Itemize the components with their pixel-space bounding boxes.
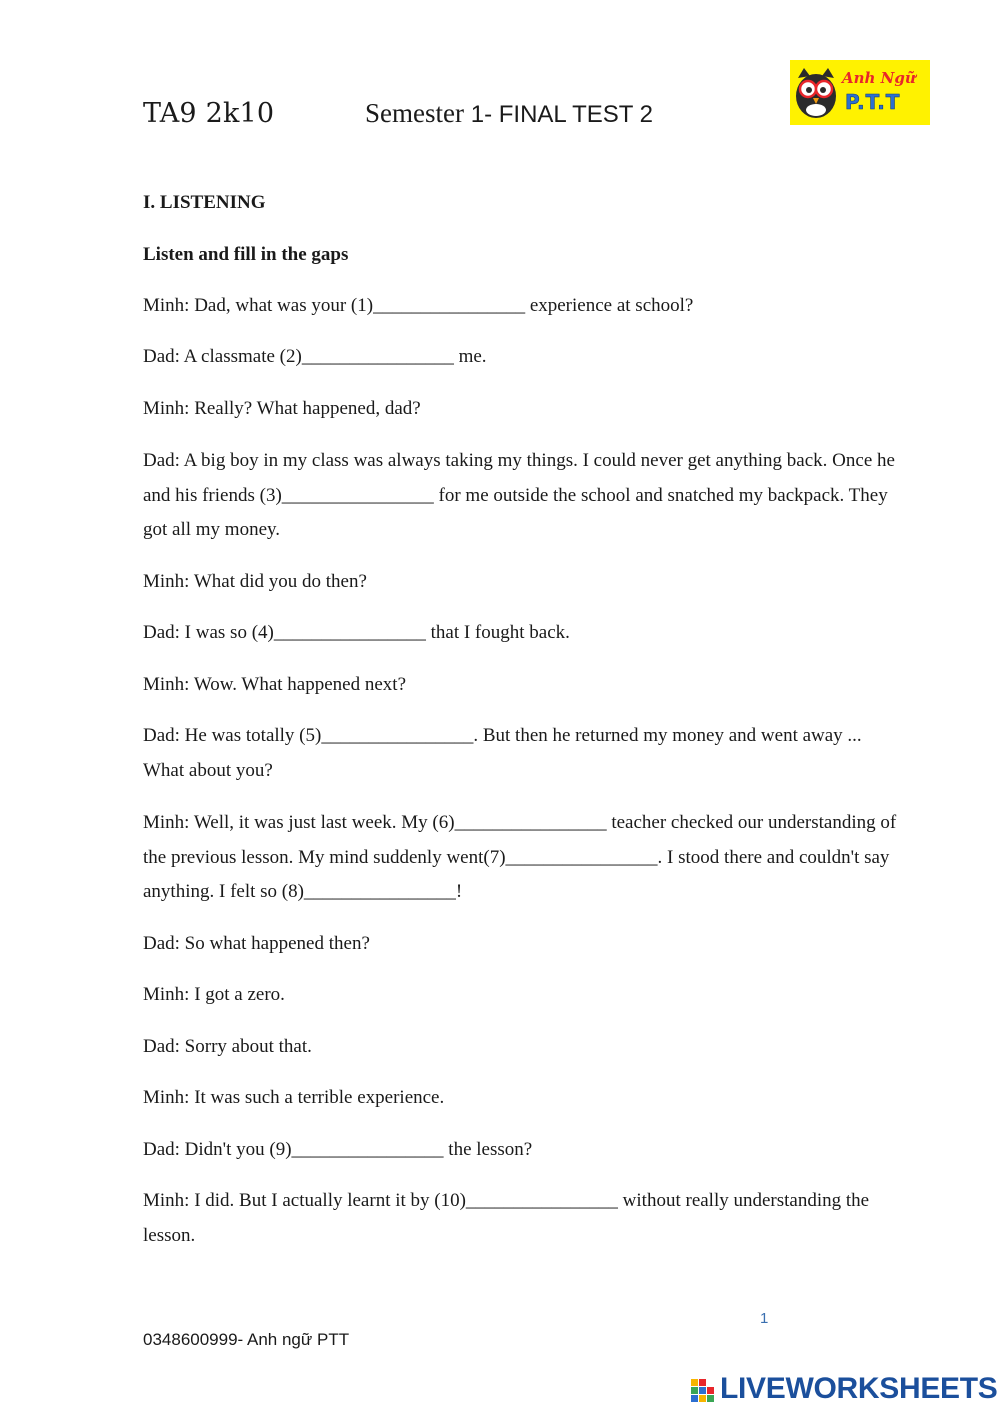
section-heading: I. LISTENING (143, 192, 266, 213)
dialogue-line-12: Dad: Sorry about that. (143, 1036, 312, 1057)
page-number: 1 (760, 1310, 769, 1327)
dialogue-line-15: Minh: I did. But I actually learnt it by (10)________________ without really understanding the lesson. (143, 1190, 870, 1246)
semester-label: Semester (365, 98, 471, 128)
liveworksheets-icon (690, 1378, 716, 1404)
ptt-logo (790, 60, 930, 125)
dialogue-line-4: Dad: A big boy in my class was always taking my things. I could never get anything back. Once he and his friends (3)________________ for me outside the school and snatched my backpack. They got all my money. (143, 450, 895, 540)
liveworksheets-watermark (690, 1372, 998, 1408)
dialogue-line-11: Minh: I got a zero. (143, 984, 285, 1005)
dialogue-line-9: Minh: Well, it was just last week. My (6)________________ teacher checked our understanding of the previous lesson. My mind suddenly went(7)________________. I stood there and couldn't say anything. I felt so (8)________________! (143, 812, 897, 902)
dialogue-line-3: Minh: Really? What happened, dad? (143, 398, 421, 419)
dialogue-line-10: Dad: So what happened then? (143, 933, 370, 954)
footer-contact: 0348600999- Anh ngữ PTT (143, 1330, 350, 1349)
dialogue-line-7: Minh: Wow. What happened next? (143, 674, 407, 695)
logo-text-top: Anh Ngữ (842, 69, 916, 87)
page-header (143, 98, 783, 138)
dialogue-line-14: Dad: Didn't you (9)________________ the lesson? (143, 1139, 533, 1160)
dialogue-line-5: Minh: What did you do then? (143, 571, 367, 592)
dialogue-line-8: Dad: He was totally (5)________________. But then he returned my money and went away ... What about you? (143, 725, 862, 781)
final-test-label: 1- FINAL TEST 2 (470, 101, 654, 128)
test-title (365, 98, 653, 129)
liveworksheets-text: LIVEWORKSHEETS (720, 1372, 998, 1405)
course-code: TA9 2k10 (143, 98, 275, 129)
logo-text-bottom: P.T.T (845, 90, 901, 114)
section-instruction: Listen and fill in the gaps (143, 244, 349, 265)
dialogue-line-1: Minh: Dad, what was your (1)________________ experience at school? (143, 295, 694, 316)
dialogue-line-6: Dad: I was so (4)________________ that I fought back. (143, 622, 570, 643)
dialogue-line-2: Dad: A classmate (2)________________ me. (143, 346, 487, 367)
dialogue-line-13: Minh: It was such a terrible experience. (143, 1087, 445, 1108)
